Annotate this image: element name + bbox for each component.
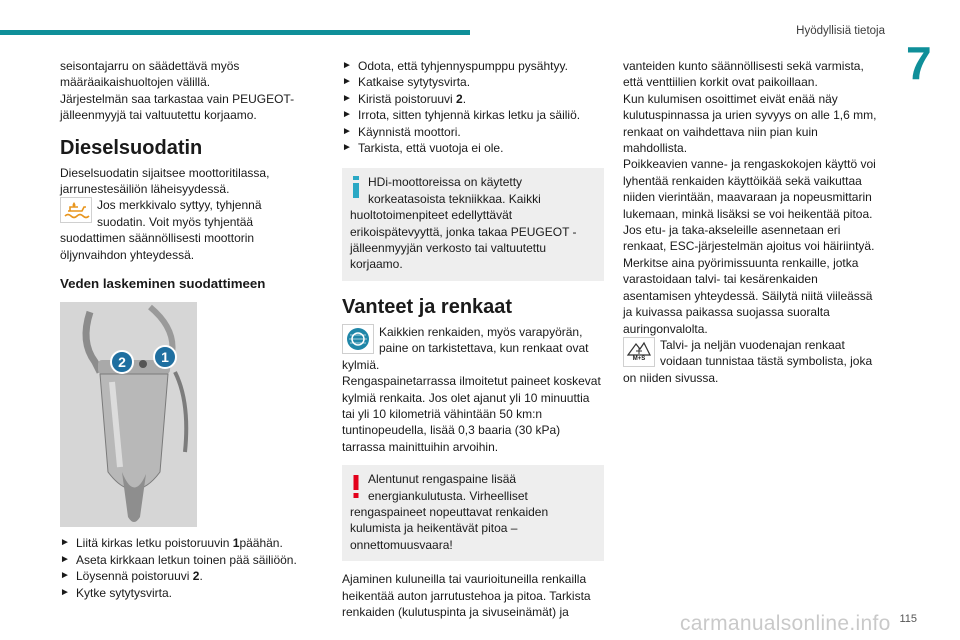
paragraph: Poikkeavien vanne- ja rengaskokojen käyttö voi lyhentää renkaiden käyttöikää sekä vaikuttaa niiden vierintään, maavaraan ja nopeusmittarin lukemaan, minkä lisäksi se voi heikentää pitoa. [623,157,876,221]
winter-tyre-paragraph [623,337,883,386]
arrow-bullet-icon: ► [342,92,352,104]
warning-note-text: Alentunut rengaspaine lisää energiankulutusta. Virheelliset rengaspaineet nopeuttavat renkaiden kulumista ja heikentävät pitoa – onnettomuusvaara! [350,472,549,552]
filter-warning-text: Jos merkkivalo syttyy, tyhjennä suodatin. Voit myös tyhjentää suodattimen säännöllisesti moottorin öljynvaihdon yhteydessä. [60,198,262,262]
info-note-text: HDi-moottoreissa on käytetty korkeatasoista tekniikkaa. Kaikki huoltotoimenpiteet edellyttävät erikoispätevyyttä, jonka takaa PEUGEOT -jälleenmyyjän verkosto tai valtuutettu korjaamo. [350,175,577,272]
paragraph: Merkitse aina pyörimissuunta renkaille, jotka varastoidaan talvi- tai kesärenkaiden asentamisen yhteydessä. Säilytä niitä viileässä ja kuivassa paikassa suojassa suoralta auringonvalolta. [623,255,873,336]
list-item: ► Katkaise sytytysvirta. [342,75,471,90]
subheading-water-drain: Veden laskeminen suodattimeen [60,276,266,292]
warning-note [342,465,604,561]
tyre-icon [342,324,374,354]
ms-label: M+S [632,356,646,363]
filter-warning-paragraph [60,197,310,263]
drain-steps-continued [342,58,604,156]
section-title: Hyödyllisiä tietoja [796,25,885,37]
water-in-diesel-icon [60,197,92,223]
list-item: ► Löysennä poistoruuvi 2. [60,569,203,584]
column-right [623,58,883,386]
paragraph: Jos etu- ja taka-akseleille asennetaan eri renkaat, ESC-järjestelmän ajoitus voi häiriintyä. [623,223,875,254]
heading-diesel-filter: Dieselsuodatin [60,136,203,159]
callout-1: 1 [161,349,169,366]
arrow-bullet-icon: ► [342,125,352,137]
list-item: ► Odota, että tyhjennyspumppu pysähtyy. [342,59,568,73]
column-left [60,58,310,601]
arrow-bullet-icon: ► [60,537,70,549]
watermark: carmanualsonline.info [680,612,891,635]
callout-2: 2 [118,354,126,371]
arrow-bullet-icon: ► [342,109,352,121]
arrow-bullet-icon: ► [342,60,352,71]
paragraph: Rengaspainetarrassa ilmoitetut paineet koskevat kylmiä renkaita. Jos olet ajanut yli 10 minuuttia tai yli 10 kilometriä vähintään 50 km:n tuntinopeudella, lisää 0,3 baaria (30 kPa) tarrassa mainittuihin arvoihin. [342,374,601,454]
winter-tyre-text: Talvi- ja neljän vuodenajan renkaat voidaan tunnistaa tästä symbolista, joka on niiden sivussa. [623,337,873,385]
arrow-bullet-icon: ► [60,586,70,598]
list-item: ► Aseta kirkkaan letkun toinen pää säiliöön. [60,552,297,567]
intro-text: seisontajarru on säädettävä myös määräaikaishuoltojen välillä. [60,59,240,90]
arrow-bullet-icon: ► [342,76,352,88]
paragraph: Dieselsuodatin sijaitsee moottoritilassa, jarrunestesäiliön läheisyydessä. [60,165,270,197]
list-item: ► Tarkista, että vuotoja ei ole. [342,141,504,156]
arrow-bullet-icon: ► [342,142,352,154]
paragraph: Ajaminen kuluneilla tai vaurioituneilla renkailla heikentää auton jarrutustehoa ja pitoa. Tarkista renkaiden (kulutuspinta ja sivuseinämät) ja [342,572,591,619]
drain-steps-list [60,535,310,601]
list-item: ► Käynnistä moottori. [342,124,461,139]
tyre-pressure-paragraph [342,324,604,373]
tyre-pressure-text: Kaikkien renkaiden, myös varapyörän, paine on tarkistettava, kun renkaat ovat kylmiä. [342,324,589,372]
column-middle [342,58,604,620]
info-icon [350,176,364,202]
page-number: 115 [899,613,917,625]
list-item: ► Kytke sytytysvirta. [60,585,173,600]
info-note [342,168,604,280]
paragraph: vanteiden kunto säännöllisesti sekä varmista, että venttiilien korkit ovat paikoillaan. [623,59,864,90]
arrow-bullet-icon: ► [60,570,70,582]
mountain-snowflake-icon [623,337,655,367]
arrow-bullet-icon: ► [60,553,70,565]
warning-exclamation-icon [350,473,364,503]
list-item: ► Kiristä poistoruuvi 2. [342,91,467,106]
list-item: ► Irrota, sitten tyhjennä kirkas letku ja säiliö. [342,108,581,123]
paragraph: Kun kulumisen osoittimet eivät enää näy kulutuspinnassa ja urien syvyys on alle 1,6 mm, renkaat on vaihdettava niin pian kuin mahdollista. [623,91,877,156]
heading-wheels-tyres: Vanteet ja renkaat [342,295,513,318]
list-item: ► Liitä kirkas letku poistoruuvin 1päähän. [60,536,283,551]
intro-text: Järjestelmän saa tarkastaa vain PEUGEOT-jälleenmyyjä tai valtuutettu korjaamo. [60,91,295,123]
chapter-number: 7 [906,37,932,89]
diesel-filter-photo [60,302,197,527]
header-accent-bar [0,30,470,35]
